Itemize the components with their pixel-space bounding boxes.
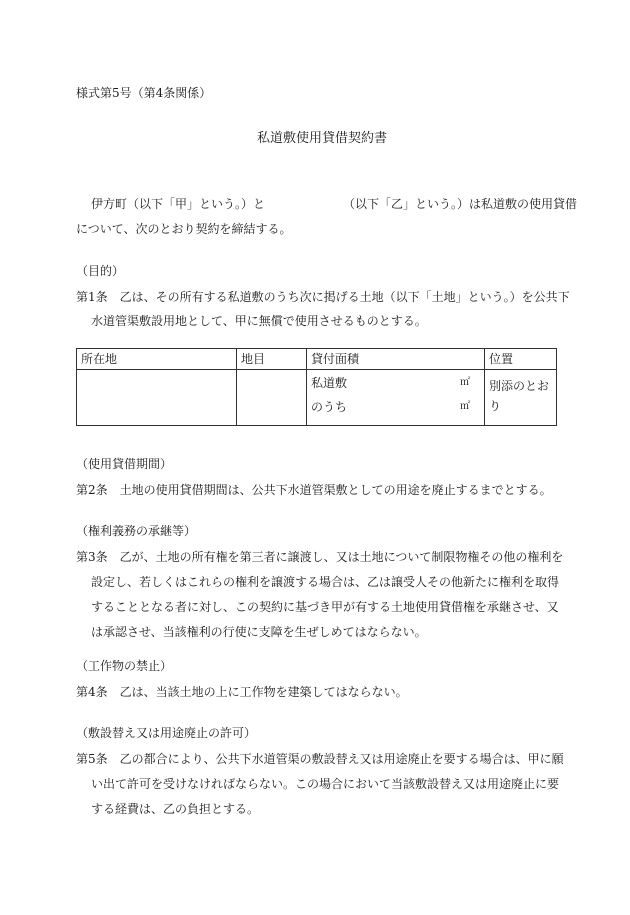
area-line: [311, 400, 480, 416]
table-header-cell: 貸付面積: [307, 349, 485, 370]
article-3-line: 第3条 乙が、土地の所有権を第三者に譲渡し、又は土地について制限物権その他の権利を: [76, 550, 564, 564]
table-header-cell: 所在地: [77, 349, 237, 370]
land-table: [76, 348, 557, 426]
location-text: 別添のとおり: [489, 379, 550, 413]
article-5-line: する経費は、乙の負担とする。: [91, 802, 260, 816]
article-3-line: することとなる者に対し、この契約に基づき甲が有する土地使用貸借権を承継させ、又: [91, 600, 559, 614]
preamble-line-1: 伊方町（以下「甲」という。）と （以下「乙」という。）は私道敷の使用貸借: [91, 197, 578, 211]
land-category-cell: [237, 370, 307, 426]
article-5-line: 第5条 乙の都合により、公共下水道管渠の敷設替え又は用途廃止を要する場合は、甲に願: [76, 752, 564, 766]
article-4-line: 第4条 乙は、当該土地の上に工作物を建築してはならない。: [76, 685, 408, 699]
table-header-cell: 地目: [237, 349, 307, 370]
area-label: のうち: [311, 399, 348, 414]
article-2-line: 第2条 土地の使用貸借期間は、公共下水道管渠敷としての用途を廃止するまでとする。: [76, 483, 552, 497]
article-4-heading: （工作物の禁止）: [76, 659, 173, 673]
area-line: [311, 376, 480, 392]
article-1-heading: （目的）: [76, 264, 125, 278]
area-cell: [307, 370, 485, 426]
article-5-line: い出て許可を受けなければならない。この場合において当該敷設替え又は用途廃止に要: [91, 777, 560, 791]
form-label: 様式第5号（第4条関係）: [76, 86, 212, 100]
preamble-line-2: について、次のとおり契約を締結する。: [76, 222, 292, 236]
table-header-row: [77, 349, 557, 370]
location-cell: [485, 370, 557, 426]
area-label: 私道敷: [311, 376, 348, 390]
article-3-line: 設定し、若しくはこれらの権利を譲渡する場合は、乙は譲受人その他新たに権利を取得: [91, 575, 560, 589]
article-3-line: は承認させ、当該権利の行使に支障を生ぜしめてはならない。: [91, 625, 427, 639]
article-2-heading: （使用貸借期間）: [76, 457, 173, 471]
page-title: 私道敷使用貸借契約書: [257, 131, 388, 146]
table-row: [77, 370, 557, 426]
article-1-line: 第1条 乙は、その所有する私道敷のうち次に掲げる土地（以下「土地」という。）を公共下: [76, 290, 570, 304]
article-1-line: 水道管渠敷設用地として、甲に無償で使用させるものとする。: [91, 314, 427, 328]
article-5-heading: （敷設替え又は用途廃止の許可）: [76, 726, 257, 740]
address-cell: [77, 370, 237, 426]
area-unit: ㎡: [460, 400, 470, 412]
article-3-heading: （権利義務の承継等）: [76, 524, 197, 538]
table-header-cell: 位置: [485, 349, 557, 370]
area-unit: ㎡: [460, 377, 470, 388]
